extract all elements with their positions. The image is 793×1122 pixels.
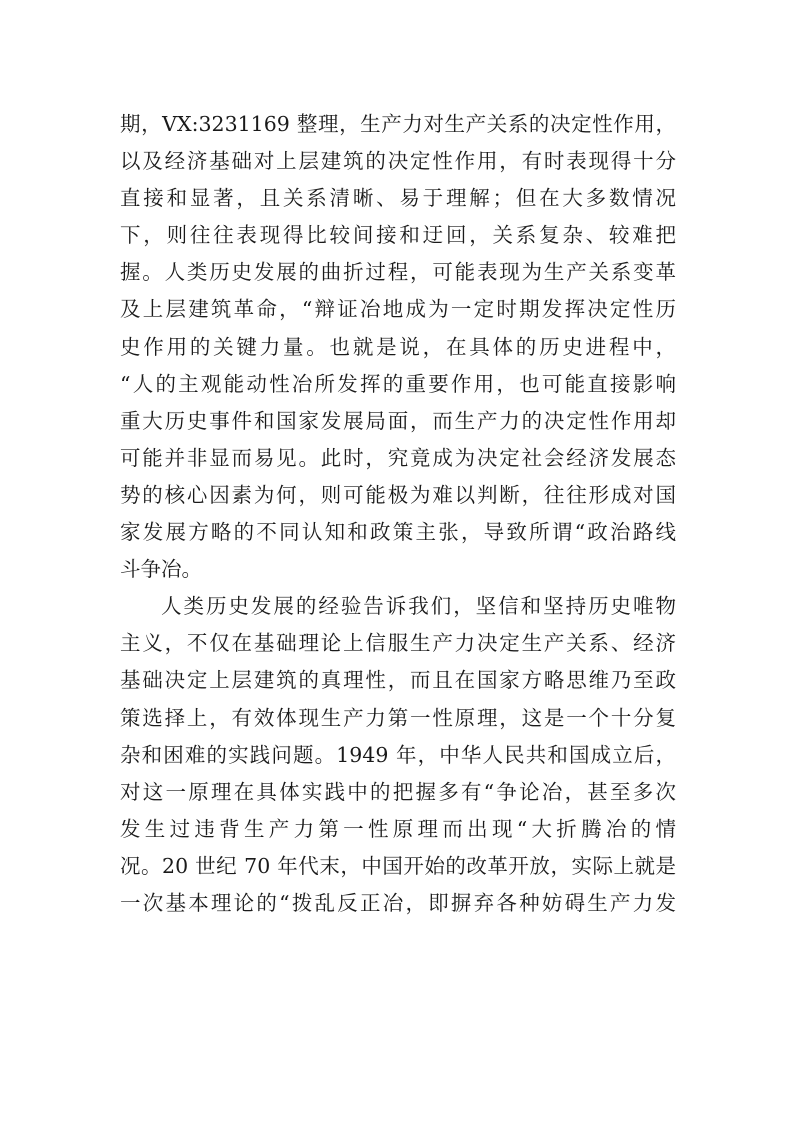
text-line: 对这一原理在具体实践中的把握多有“争论冶，甚至多次	[120, 779, 676, 804]
text-line: 杂和困难的实践问题。1949 年，中华人民共和国成立后，	[120, 742, 676, 767]
text-line: 斗争冶。	[120, 557, 202, 582]
text-line: 况。20 世纪 70 年代末，中国开始的改革开放，实际上就是	[120, 853, 676, 878]
text-line: 势的核心因素为何，则可能极为难以判断，往往形成对国	[120, 482, 676, 507]
text-line: 家发展方略的不同认知和政策主张，导致所谓“政治路线	[120, 520, 676, 545]
text-line: 及上层建筑革命，“辩证冶地成为一定时期发挥决定性历	[120, 297, 676, 322]
text-line: 重大历史事件和国家发展局面，而生产力的决定性作用却	[120, 408, 676, 433]
text-line: 握。人类历史发展的曲折过程，可能表现为生产关系变革	[120, 260, 676, 285]
text-line: 基础决定上层建筑的真理性，而且在国家方略思维乃至政	[120, 668, 676, 693]
text-line: 策选择上，有效体现生产力第一性原理，这是一个十分复	[120, 705, 676, 730]
text-line: 以及经济基础对上层建筑的决定性作用，有时表现得十分	[120, 149, 676, 174]
text-line: 期，VX:3231169 整理，生产力对生产关系的决定性作用，	[120, 112, 676, 136]
text-line: 直接和显著，且关系清晰、易于理解；但在大多数情况	[120, 186, 676, 211]
text-line: 人类历史发展的经验告诉我们，坚信和坚持历史唯物	[161, 594, 676, 619]
body-text	[120, 106, 676, 922]
text-line: 下，则往往表现得比较间接和迂回，关系复杂、较难把	[120, 223, 676, 248]
text-line: 发生过违背生产力第一性原理而出现“大折腾冶的情	[120, 816, 676, 841]
text-line: 一次基本理论的“拨乱反正冶，即摒弃各种妨碍生产力发	[120, 890, 676, 915]
text-line: 主义，不仅在基础理论上信服生产力决定生产关系、经济	[120, 631, 676, 656]
text-line: 史作用的关键力量。也就是说，在具体的历史进程中，	[120, 334, 676, 359]
text-line: 可能并非显而易见。此时，究竟成为决定社会经济发展态	[120, 445, 676, 470]
text-line: “人的主观能动性冶所发挥的重要作用，也可能直接影响	[120, 371, 676, 396]
